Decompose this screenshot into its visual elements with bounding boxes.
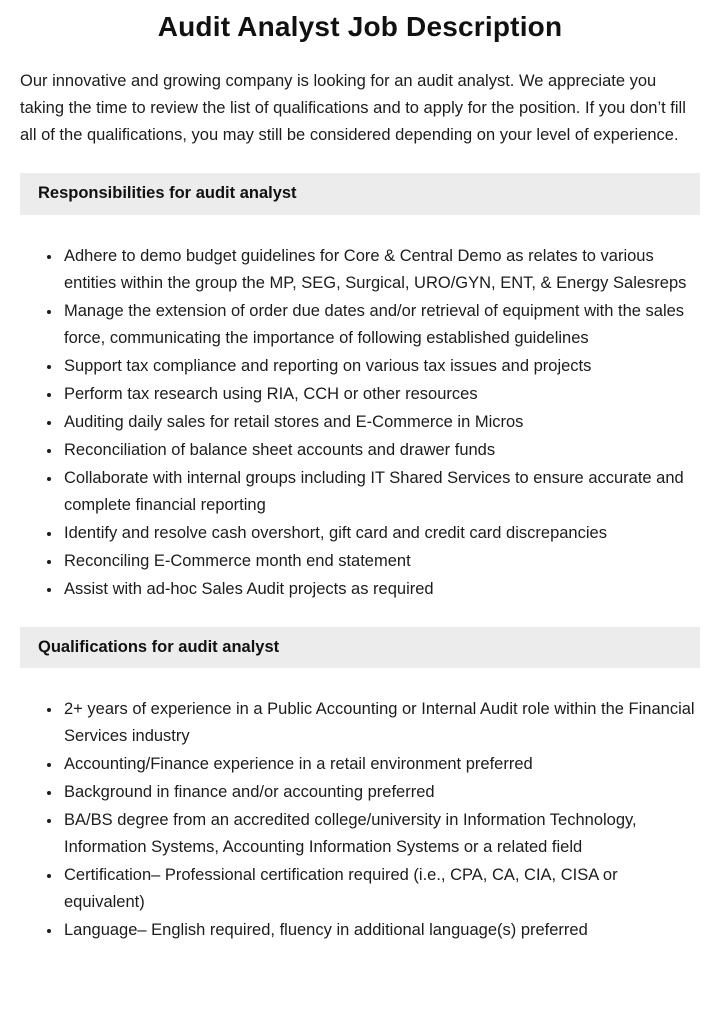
responsibilities-section-heading: Responsibilities for audit analyst	[20, 173, 700, 215]
list-item: • Reconciling E-Commerce month end statement	[62, 548, 700, 575]
list-item: • Auditing daily sales for retail stores and E-Commerce in Micros	[62, 409, 700, 436]
list-item: • Language– English required, fluency in additional language(s) preferred	[62, 917, 700, 944]
qualifications-list	[20, 696, 700, 944]
list-item: • Collaborate with internal groups including IT Shared Services to ensure accurate and complete financial reporting	[62, 465, 700, 519]
list-item: • Reconciliation of balance sheet accounts and drawer funds	[62, 437, 700, 464]
list-item: • Identify and resolve cash overshort, gift card and credit card discrepancies	[62, 520, 700, 547]
qualifications-section-heading: Qualifications for audit analyst	[20, 627, 700, 669]
intro-paragraph: Our innovative and growing company is looking for an audit analyst. We appreciate you taking the time to review the list of qualifications and to apply for the position. If you don’t fill all of the qualifications, you may still be considered depending on your level of experience.	[20, 71, 686, 144]
responsibilities-list	[20, 243, 700, 603]
list-item: • Assist with ad-hoc Sales Audit projects as required	[62, 576, 700, 603]
list-item: • Support tax compliance and reporting on various tax issues and projects	[62, 353, 700, 380]
list-item: • Accounting/Finance experience in a retail environment preferred	[62, 751, 700, 778]
list-item: • Perform tax research using RIA, CCH or other resources	[62, 381, 700, 408]
list-item: • Adhere to demo budget guidelines for Core & Central Demo as relates to various entities within the group the MP, SEG, Surgical, URO/GYN, ENT, & Energy Salesreps	[62, 243, 700, 297]
list-item: • Certification– Professional certification required (i.e., CPA, CA, CIA, CISA or equivalent)	[62, 862, 700, 916]
list-item: • BA/BS degree from an accredited college/university in Information Technology, Information Systems, Accounting Information Systems or a related field	[62, 807, 700, 861]
list-item: • Background in finance and/or accounting preferred	[62, 779, 700, 806]
list-item: • Manage the extension of order due dates and/or retrieval of equipment with the sales force, communicating the importance of following established guidelines	[62, 298, 700, 352]
list-item: • 2+ years of experience in a Public Accounting or Internal Audit role within the Financial Services industry	[62, 696, 700, 750]
page-title: Audit Analyst Job Description	[157, 11, 563, 42]
